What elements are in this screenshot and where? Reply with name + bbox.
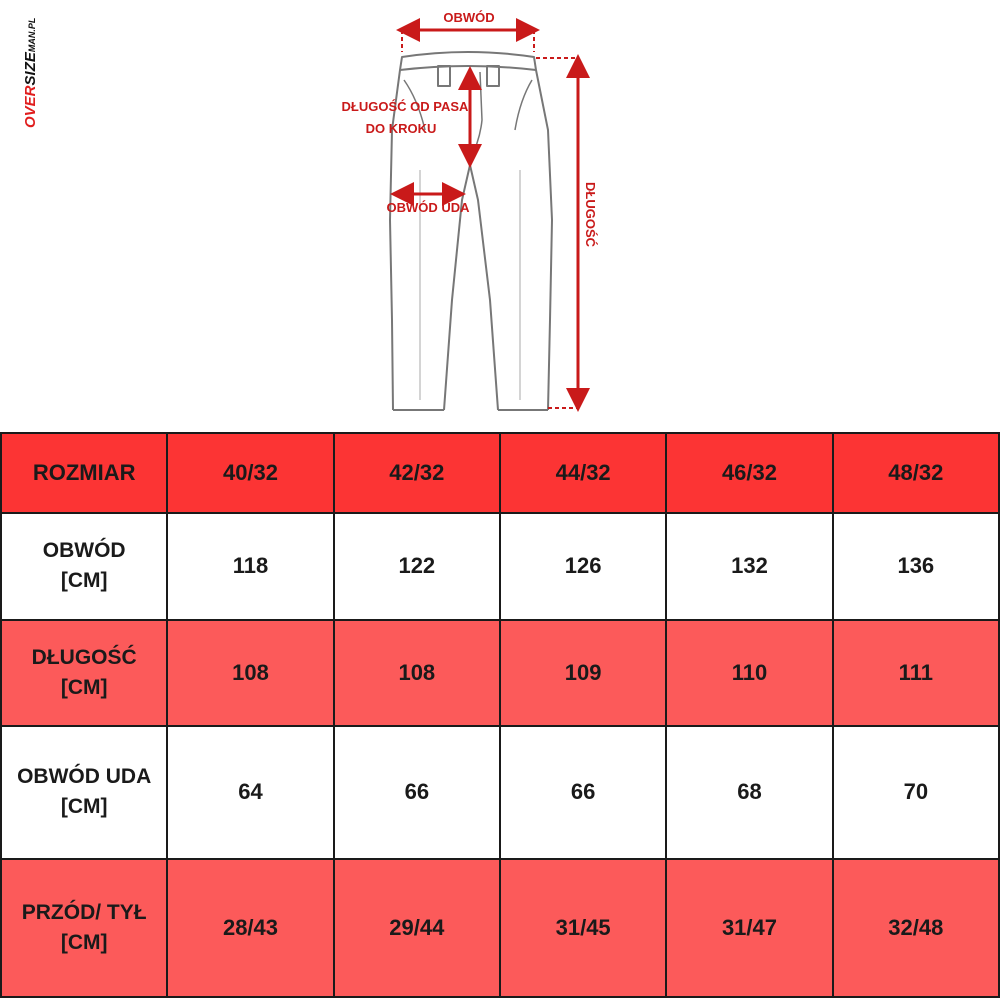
table-cell: 64 [167, 726, 333, 858]
table-cell: 111 [833, 620, 999, 726]
row-label-length [1, 620, 167, 726]
row-label-line1: OBWÓD [42, 539, 126, 563]
header-size-1: 40/32 [167, 433, 333, 513]
row-label-line1: PRZÓD/ TYŁ [21, 900, 147, 924]
table-cell: 68 [666, 726, 832, 858]
table-cell: 108 [167, 620, 333, 726]
table-cell: 132 [666, 513, 832, 619]
table-cell: 31/45 [500, 859, 666, 998]
trousers-drawing [0, 0, 1000, 430]
logo-part-domain: MAN.PL [27, 17, 37, 53]
table-cell: 70 [833, 726, 999, 858]
trousers-diagram [0, 0, 1000, 430]
table-cell: 66 [334, 726, 500, 858]
table-cell: 29/44 [334, 859, 500, 998]
table-cell: 108 [334, 620, 500, 726]
table-cell: 31/47 [666, 859, 832, 998]
logo-part-over: OVER [22, 85, 39, 128]
table-row-rise [1, 859, 999, 998]
waist-label: OBWÓD [443, 10, 495, 25]
size-table [0, 432, 1000, 998]
table-cell: 122 [334, 513, 500, 619]
table-cell: 66 [500, 726, 666, 858]
thigh-label: OBWÓD UDA [386, 200, 470, 215]
table-cell: 110 [666, 620, 832, 726]
row-label-line1: DŁUGOŚĆ [31, 645, 137, 669]
table-cell: 28/43 [167, 859, 333, 998]
rise-label-line1: DŁUGOŚĆ OD PASA [341, 99, 469, 114]
table-row-waist [1, 513, 999, 619]
header-size-4: 46/32 [666, 433, 832, 513]
table-cell: 126 [500, 513, 666, 619]
rise-label-line2: DO KROKU [365, 121, 437, 136]
table-cell: 136 [833, 513, 999, 619]
table-row-length [1, 620, 999, 726]
table-cell: 109 [500, 620, 666, 726]
table-row-thigh [1, 726, 999, 858]
header-size-5: 48/32 [833, 433, 999, 513]
header-label: ROZMIAR [1, 433, 167, 513]
header-size-2: 42/32 [334, 433, 500, 513]
row-label-unit: [CM] [60, 569, 108, 593]
row-label-thigh [1, 726, 167, 858]
table-header-row [1, 433, 999, 513]
row-label-waist [1, 513, 167, 619]
table-cell: 118 [167, 513, 333, 619]
row-label-unit: [CM] [60, 795, 108, 819]
row-label-unit: [CM] [60, 675, 108, 699]
length-label: DŁUGOŚĆ [583, 182, 598, 247]
row-label-rise [1, 859, 167, 998]
table-cell: 32/48 [833, 859, 999, 998]
header-size-3: 44/32 [500, 433, 666, 513]
logo-part-size: SIZE [22, 52, 39, 86]
row-label-line1: OBWÓD UDA [17, 765, 152, 789]
row-label-unit: [CM] [60, 930, 108, 954]
